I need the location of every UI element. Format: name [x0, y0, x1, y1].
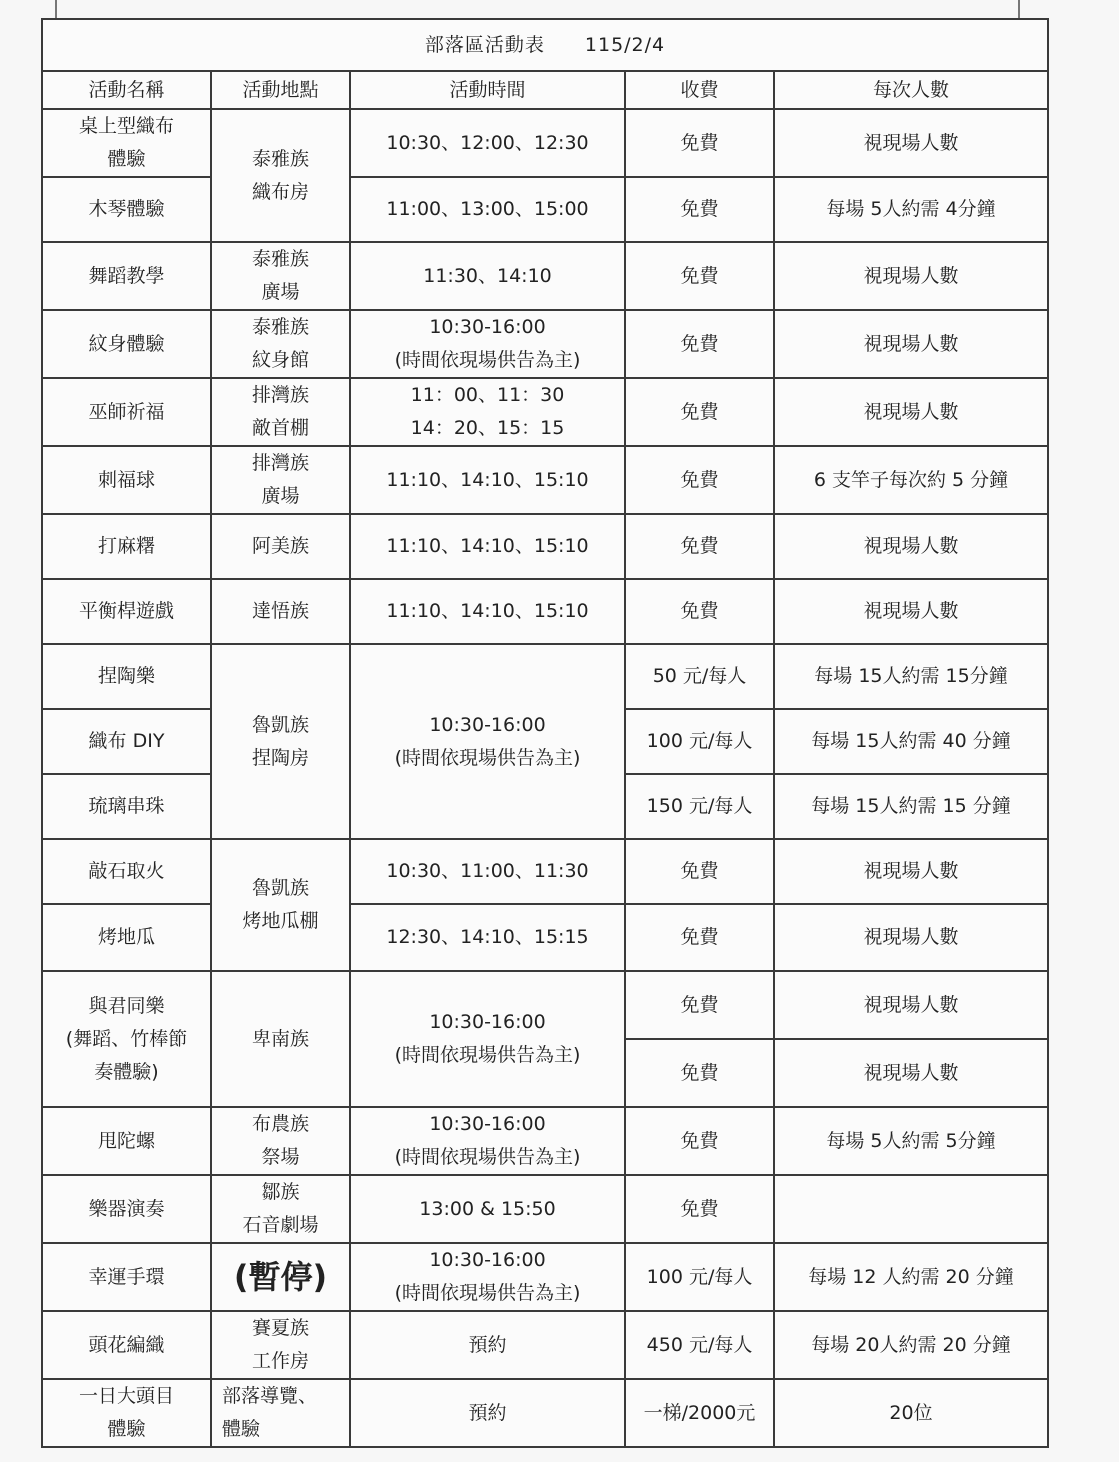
activity-people: 6 支竿子每次約 5 分鐘	[774, 446, 1048, 514]
table-row	[42, 1311, 1048, 1379]
activity-location: 鄒族 石音劇場	[211, 1175, 350, 1243]
paused-label: (暫停)	[211, 1243, 350, 1311]
table-row	[42, 1379, 1048, 1447]
activity-fee: 100 元/每人	[625, 1243, 774, 1311]
activity-fee: 免費	[625, 1107, 774, 1175]
header-time: 活動時間	[350, 71, 625, 109]
activity-time: 預約	[350, 1311, 625, 1379]
activity-people: 每場 15人約需 15分鐘	[774, 644, 1048, 709]
activity-name: 舞蹈教學	[42, 242, 211, 310]
activity-fee: 一梯/2000元	[625, 1379, 774, 1447]
activity-people: 20位	[774, 1379, 1048, 1447]
activity-people: 每場 5人約需 4分鐘	[774, 177, 1048, 242]
activity-fee: 免費	[625, 971, 774, 1039]
table-row	[42, 514, 1048, 579]
table-row	[42, 177, 1048, 242]
activity-fee: 150 元/每人	[625, 774, 774, 839]
activity-time: 10:30-16:00 (時間依現場供告為主)	[350, 971, 625, 1107]
header-location: 活動地點	[211, 71, 350, 109]
activity-name: 頭花編織	[42, 1311, 211, 1379]
activity-name: 幸運手環	[42, 1243, 211, 1311]
activity-location: 達悟族	[211, 579, 350, 644]
activity-name: 琉璃串珠	[42, 774, 211, 839]
table-row	[42, 1107, 1048, 1175]
activity-name: 烤地瓜	[42, 904, 211, 971]
activity-time: 11:10、14:10、15:10	[350, 514, 625, 579]
activity-location: 泰雅族 織布房	[211, 109, 350, 242]
table-row	[42, 1243, 1048, 1311]
activity-people: 視現場人數	[774, 514, 1048, 579]
activity-fee: 450 元/每人	[625, 1311, 774, 1379]
activity-time: 11:10、14:10、15:10	[350, 446, 625, 514]
table-row	[42, 839, 1048, 904]
page-edge-right	[1018, 0, 1020, 18]
title-text: 部落區活動表	[424, 33, 545, 56]
table-title	[42, 19, 1048, 71]
activity-people: 每場 15人約需 15 分鐘	[774, 774, 1048, 839]
header-people: 每次人數	[774, 71, 1048, 109]
activity-fee: 免費	[625, 242, 774, 310]
activity-people: 每場 20人約需 20 分鐘	[774, 1311, 1048, 1379]
activity-time: 預約	[350, 1379, 625, 1447]
activity-location: 阿美族	[211, 514, 350, 579]
activity-name: 紋身體驗	[42, 310, 211, 378]
activity-time: 10:30、11:00、11:30	[350, 839, 625, 904]
title-row	[42, 19, 1048, 71]
activity-people: 每場 15人約需 40 分鐘	[774, 709, 1048, 774]
activity-name: 織布 DIY	[42, 709, 211, 774]
activity-people: 視現場人數	[774, 839, 1048, 904]
table-row	[42, 904, 1048, 971]
activity-name: 與君同樂 (舞蹈、竹棒節 奏體驗)	[42, 971, 211, 1107]
header-fee: 收費	[625, 71, 774, 109]
activity-location: 魯凱族 捏陶房	[211, 644, 350, 839]
table-row	[42, 446, 1048, 514]
activity-people: 每場 12 人約需 20 分鐘	[774, 1243, 1048, 1311]
activity-time: 10:30-16:00 (時間依現場供告為主)	[350, 310, 625, 378]
activity-people: 視現場人數	[774, 310, 1048, 378]
activity-time: 10:30-16:00 (時間依現場供告為主)	[350, 1243, 625, 1311]
table-row	[42, 971, 1048, 1039]
activity-location: 布農族 祭場	[211, 1107, 350, 1175]
activity-fee: 50 元/每人	[625, 644, 774, 709]
activity-location: 泰雅族 紋身館	[211, 310, 350, 378]
activity-people: 視現場人數	[774, 242, 1048, 310]
table-row	[42, 644, 1048, 709]
activity-time: 11：00、11：30 14：20、15：15	[350, 378, 625, 446]
activity-people	[774, 1175, 1048, 1243]
activity-fee: 免費	[625, 378, 774, 446]
activity-name: 一日大頭目 體驗	[42, 1379, 211, 1447]
activity-time: 11:10、14:10、15:10	[350, 579, 625, 644]
activity-schedule-table	[41, 18, 1049, 1448]
header-row	[42, 71, 1048, 109]
activity-name: 巫師祈福	[42, 378, 211, 446]
activity-people: 視現場人數	[774, 378, 1048, 446]
activity-time: 10:30-16:00 (時間依現場供告為主)	[350, 1107, 625, 1175]
activity-fee: 免費	[625, 904, 774, 971]
activity-name: 木琴體驗	[42, 177, 211, 242]
activity-fee: 免費	[625, 579, 774, 644]
activity-time: 13:00 & 15:50	[350, 1175, 625, 1243]
activity-time: 10:30-16:00 (時間依現場供告為主)	[350, 644, 625, 839]
table-row	[42, 242, 1048, 310]
activity-location: 魯凱族 烤地瓜棚	[211, 839, 350, 971]
activity-time: 11:00、13:00、15:00	[350, 177, 625, 242]
activity-name: 刺福球	[42, 446, 211, 514]
activity-people: 視現場人數	[774, 971, 1048, 1039]
activity-fee: 免費	[625, 177, 774, 242]
activity-name: 打麻糬	[42, 514, 211, 579]
activity-time: 12:30、14:10、15:15	[350, 904, 625, 971]
table-row	[42, 109, 1048, 177]
activity-fee: 100 元/每人	[625, 709, 774, 774]
header-activity-name: 活動名稱	[42, 71, 211, 109]
activity-people: 視現場人數	[774, 109, 1048, 177]
activity-fee: 免費	[625, 109, 774, 177]
activity-location: 排灣族 敵首棚	[211, 378, 350, 446]
activity-time: 10:30、12:00、12:30	[350, 109, 625, 177]
table-row	[42, 378, 1048, 446]
activity-fee: 免費	[625, 446, 774, 514]
activity-location: 部落導覽、 體驗	[211, 1379, 350, 1447]
activity-location: 排灣族 廣場	[211, 446, 350, 514]
activity-name: 敲石取火	[42, 839, 211, 904]
activity-name: 捏陶樂	[42, 644, 211, 709]
activity-name: 桌上型織布 體驗	[42, 109, 211, 177]
activity-name: 樂器演奏	[42, 1175, 211, 1243]
activity-fee: 免費	[625, 514, 774, 579]
table-row	[42, 1175, 1048, 1243]
page-edge-left	[55, 0, 57, 18]
table-row	[42, 310, 1048, 378]
activity-name: 甩陀螺	[42, 1107, 211, 1175]
activity-location: 賽夏族 工作房	[211, 1311, 350, 1379]
activity-people: 視現場人數	[774, 579, 1048, 644]
activity-name: 平衡桿遊戲	[42, 579, 211, 644]
activity-people: 視現場人數	[774, 904, 1048, 971]
activity-location: 泰雅族 廣場	[211, 242, 350, 310]
activity-location: 卑南族	[211, 971, 350, 1107]
activity-fee: 免費	[625, 839, 774, 904]
activity-fee: 免費	[625, 1039, 774, 1107]
activity-people: 視現場人數	[774, 1039, 1048, 1107]
activity-time: 11:30、14:10	[350, 242, 625, 310]
activity-fee: 免費	[625, 310, 774, 378]
activity-fee: 免費	[625, 1175, 774, 1243]
activity-people: 每場 5人約需 5分鐘	[774, 1107, 1048, 1175]
title-date: 115/2/4	[584, 33, 666, 56]
table-row	[42, 579, 1048, 644]
